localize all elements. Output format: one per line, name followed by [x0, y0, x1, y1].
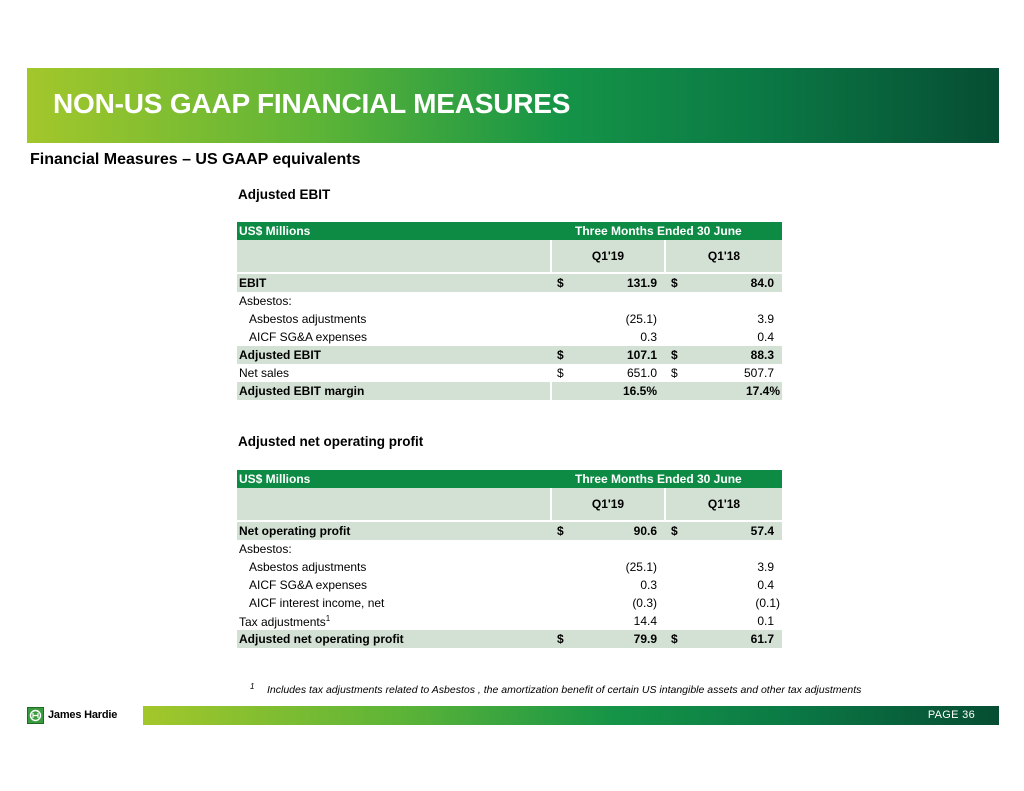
value-q1-19: (25.1): [625, 560, 657, 574]
column-header-blank: [237, 240, 551, 273]
currency-symbol: $: [551, 630, 573, 648]
row-label: Asbestos adjustments: [249, 312, 367, 326]
column-header: Q1'19: [551, 488, 665, 521]
value-q1-18: 61.7: [687, 630, 782, 648]
unit-label: US$ Millions: [237, 222, 551, 240]
column-header: Q1'18: [665, 488, 782, 521]
table-row: [237, 273, 782, 292]
value-q1-19: 14.4: [633, 614, 657, 628]
column-header: Q1'19: [551, 240, 665, 273]
value-q1-19: 0.3: [640, 578, 657, 592]
page-number: PAGE 36: [927, 709, 975, 721]
row-label: Net operating profit: [237, 521, 551, 540]
currency-symbol: $: [551, 273, 573, 292]
row-label: AICF SG&A expenses: [249, 330, 368, 344]
footer-bar: [143, 706, 999, 725]
currency-symbol: $: [665, 346, 687, 364]
value-q1-19: 0.3: [640, 330, 657, 344]
logo-text: James Hardie: [48, 709, 118, 721]
currency-symbol: $: [665, 521, 687, 540]
table-row: [237, 292, 782, 310]
value-q1-18: 88.3: [687, 346, 782, 364]
adjusted-nop-table: [237, 470, 782, 648]
table-row: [237, 594, 782, 612]
row-label: AICF interest income, net: [249, 596, 385, 610]
value-q1-19: 651.0: [626, 366, 657, 380]
title-banner: [27, 68, 999, 143]
currency-symbol: $: [551, 521, 573, 540]
footnote-marker: 1: [250, 682, 255, 691]
section-subtitle: Financial Measures – US GAAP equivalents: [30, 151, 361, 168]
row-label: Asbestos:: [239, 294, 292, 308]
column-header-row: [237, 240, 782, 273]
value-q1-19: 107.1: [573, 346, 665, 364]
column-header-row: [237, 488, 782, 521]
value-q1-18: 507.7: [743, 366, 775, 380]
table-row: [237, 576, 782, 594]
table-header-row: [237, 222, 782, 240]
row-label: Adjusted net operating profit: [237, 630, 551, 648]
footnote-ref: 1: [325, 613, 331, 623]
currency-symbol: $: [557, 366, 564, 380]
currency-symbol: $: [551, 346, 573, 364]
value-q1-19: 16.5%: [573, 382, 665, 400]
table-row: [237, 540, 782, 558]
currency-symbol: $: [665, 630, 687, 648]
value-q1-19: (0.3): [632, 596, 657, 610]
table-row: [237, 612, 782, 630]
currency-symbol: $: [671, 366, 678, 380]
currency-symbol: $: [665, 273, 687, 292]
page-title: NON-US GAAP FINANCIAL MEASURES: [53, 88, 571, 119]
row-label: EBIT: [237, 273, 551, 292]
value-q1-18: 3.9: [757, 560, 775, 574]
value-q1-18: 84.0: [687, 273, 782, 292]
table-row: [237, 346, 782, 364]
table-header-row: [237, 470, 782, 488]
table2-title: Adjusted net operating profit: [238, 434, 424, 449]
table-row: [237, 630, 782, 648]
row-label: Tax adjustments: [239, 614, 326, 629]
james-hardie-logo: [27, 706, 137, 726]
table-row: [237, 328, 782, 346]
value-q1-19: (25.1): [625, 312, 657, 326]
row-label: AICF SG&A expenses: [249, 578, 368, 592]
row-label-cell: [237, 612, 551, 630]
row-label: Net sales: [239, 366, 290, 380]
column-header-blank: [237, 488, 551, 521]
value-q1-18: 57.4: [687, 521, 782, 540]
table-row: [237, 310, 782, 328]
table-row: [237, 382, 782, 400]
value-q1-18: 0.4: [757, 330, 775, 344]
value-q1-18: 0.4: [757, 578, 775, 592]
table-row: [237, 521, 782, 540]
row-label: Adjusted EBIT: [237, 346, 551, 364]
value-q1-19: 90.6: [573, 521, 665, 540]
period-label: Three Months Ended 30 June: [551, 470, 782, 488]
footnote-text: Includes tax adjustments related to Asbestos , the amortization benefit of certain US intangible assets and other tax adjustments: [267, 684, 862, 696]
table-row: [237, 364, 782, 382]
adjusted-ebit-table: [237, 222, 782, 400]
table-row: [237, 558, 782, 576]
value-q1-19: 131.9: [573, 273, 665, 292]
value-q1-19: 79.9: [573, 630, 665, 648]
value-q1-18: 17.4%: [687, 382, 782, 400]
row-label: Asbestos adjustments: [249, 560, 367, 574]
value-q1-18: 3.9: [757, 312, 775, 326]
row-label: Adjusted EBIT margin: [237, 382, 551, 400]
column-header: Q1'18: [665, 240, 782, 273]
value-q1-18: 0.1: [757, 614, 775, 628]
logo-mark-icon: [27, 707, 44, 724]
table1-title: Adjusted EBIT: [238, 187, 331, 202]
period-label: Three Months Ended 30 June: [551, 222, 782, 240]
value-q1-18: (0.1): [755, 596, 781, 610]
row-label: Asbestos:: [239, 542, 292, 556]
unit-label: US$ Millions: [237, 470, 551, 488]
